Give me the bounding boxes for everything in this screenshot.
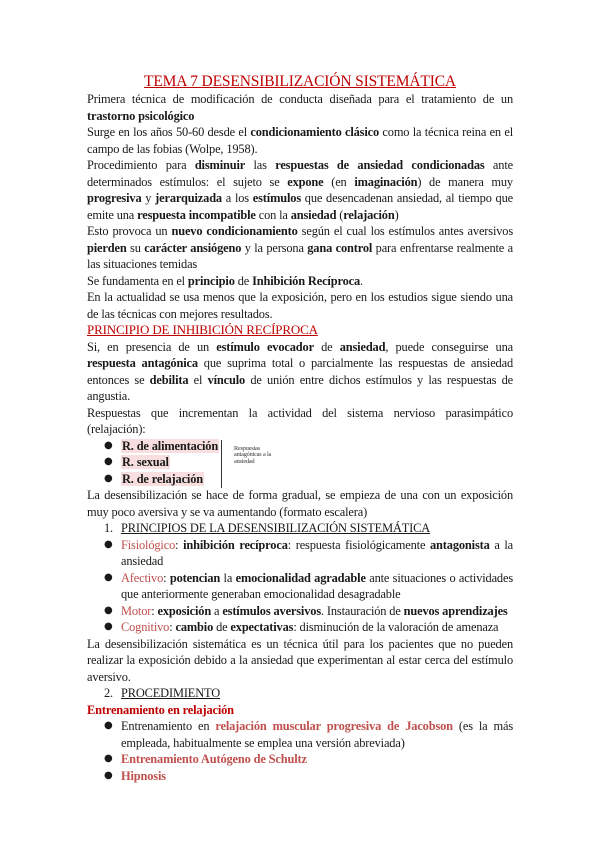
list-item: ● R. de relajación <box>87 471 513 488</box>
subheading-relajacion: Entrenamiento en relajación <box>87 702 234 717</box>
responses-list-block <box>87 438 513 488</box>
section-heading-inhibicion: PRINCIPIO DE INHIBICIÓN RECÍPROCA <box>87 322 318 337</box>
procedimiento-list <box>87 718 513 784</box>
list-item: ● R. sexual <box>87 454 513 471</box>
principio-paragraph-2: Respuestas que incrementan la actividad del sistema nervioso parasimpático (relajación): <box>87 405 513 436</box>
section-heading-procedimiento: 2. PROCEDIMIENTO <box>104 686 221 700</box>
principio-paragraph-3: La desensibilización se hace de forma gradual, se empieza de una con un exposición muy poco aversiva y se va aumentando (formato escalera) <box>87 488 513 519</box>
margin-note: Respuestas antagónicas a la ansiedad <box>234 444 272 466</box>
section-heading-principios: 1. PRINCIPIOS DE LA DESENSIBILIZACIÓN SISTEMÁTICA <box>104 521 431 535</box>
bracket-line <box>221 440 222 488</box>
list-item-jacobson: ● Entrenamiento en relajación muscular progresiva de Jacobson (es la más empleada, habitualmente se emplea una versión abreviada) <box>87 718 513 751</box>
list-item-afectivo: ● Afectivo: potencian la emocionalidad agradable ante situaciones o actividades que anteriormente generaban emocionalidad desagradable <box>87 570 513 603</box>
list-item-cognitivo: ● Cognitivo: cambio de expectativas: disminución de la valoración de amenaza <box>87 619 513 636</box>
intro-paragraph-3: Procedimiento para disminuir las respuestas de ansiedad condicionadas ante determinados estímulos: el sujeto se expone (en imaginación) de manera muy progresiva y jerarquizada a los estímulos que desencadenan ansiedad, al tiempo que emite una respuesta incompatible con la ansiedad (relajación) <box>87 158 513 222</box>
principio-paragraph-1: Si, en presencia de un estímulo evocador de ansiedad, puede conseguirse una respuesta antagónica que suprima total o parcialmente las respuestas de ansiedad entonces se debilita el vínculo de unión entre dichos estímulos y las respuestas de angustia. <box>87 339 513 403</box>
intro-paragraph-1: Primera técnica de modificación de conducta diseñada para el tratamiento de un trastorno psicológico <box>87 92 513 123</box>
list-item: ● R. de alimentación <box>87 438 513 455</box>
list-item-schultz: ● Entrenamiento Autógeno de Schultz <box>87 751 513 768</box>
intro-paragraph-4: Esto provoca un nuevo condicionamiento según el cual los estímulos antes aversivos pierden su carácter ansiógeno y la persona gana control para enfrentarse realmente a las situaciones temidas <box>87 224 513 271</box>
principios-list <box>87 537 513 636</box>
page-title: TEMA 7 DESENSIBILIZACIÓN SISTEMÁTICA <box>144 73 456 90</box>
list-item-motor: ● Motor: exposición a estímulos aversivos. Instauración de nuevos aprendizajes <box>87 603 513 620</box>
intro-paragraph-5: Se fundamenta en el principio de Inhibición Recíproca. <box>87 273 363 288</box>
list-item-hipnosis: ● Hipnosis <box>87 768 513 785</box>
responses-list <box>87 438 513 488</box>
list-item-fisiologico: ● Fisiológico: inhibición recíproca: respuesta fisiológicamente antagonista a la ansiedad <box>87 537 513 570</box>
principios-after-paragraph: La desensibilización sistemática es un técnica útil para los pacientes que no pueden realizar la exposición debido a la ansiedad que experimentan al estar cerca del estímulo aversivo. <box>87 636 513 684</box>
intro-paragraph-2: Surge en los años 50-60 desde el condicionamiento clásico como la técnica reina en el campo de las fobias (Wolpe, 1958). <box>87 125 513 156</box>
intro-paragraph-6: En la actualidad se usa menos que la exposición, pero en los estudios sigue siendo una de las técnicas con mejores resultados. <box>87 290 513 321</box>
